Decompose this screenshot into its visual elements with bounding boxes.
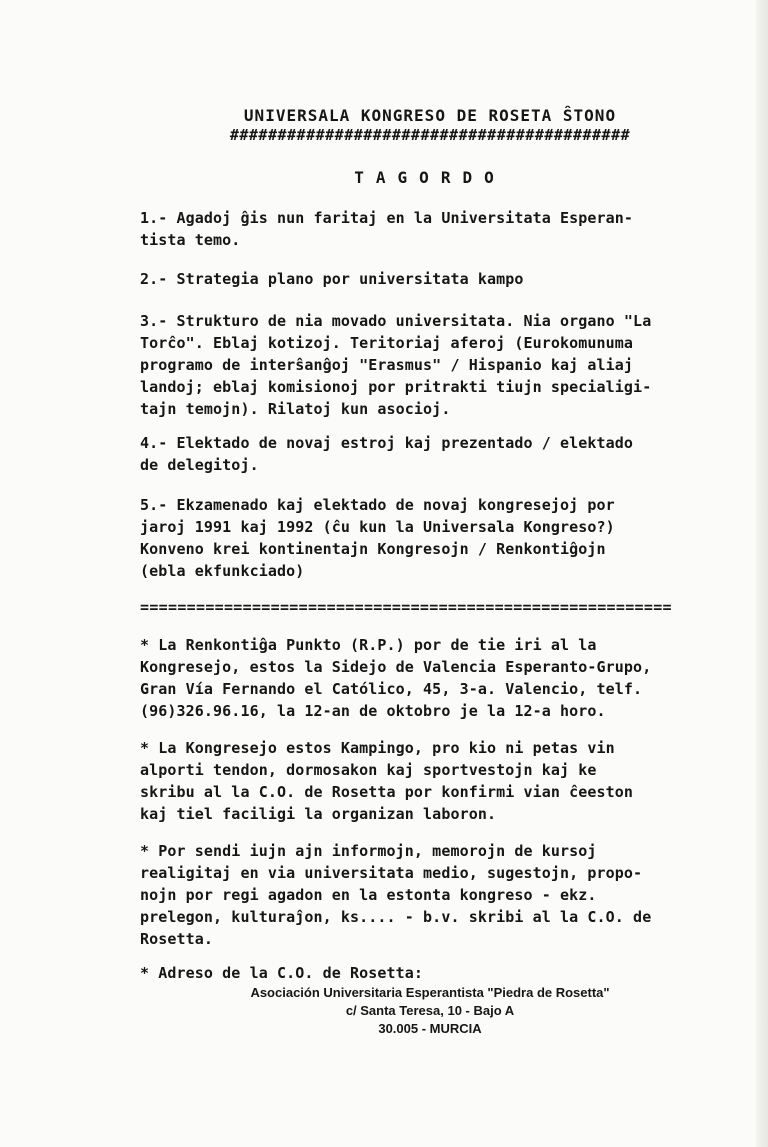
note-text: * Adreso de la C.O. de Rosetta: xyxy=(140,964,424,982)
note-text: * Por sendi iujn ajn informojn, memorojn de kursoj realigitaj en via universitata medio, sugestojn, propo- nojn por regi agadon en la estonta kongreso - ekz. prelegon, kulturaĵon, ks.... - b.v. skribi al la C.O. de Rosetta. xyxy=(140,842,652,948)
agenda-item-text: 5.- Ekzamenado kaj elektado de novaj kongresejoj por jaroj 1991 kaj 1992 (ĉu kun la Universala Kongreso?) Konveno krei kontinentajn Kongresojn / Renkontiĝojn (ebla ekfunkciado) xyxy=(140,496,615,580)
note-text: * La Renkontiĝa Punkto (R.P.) por de tie iri al la Kongresejo, estos la Sidejo de Valencia Esperanto-Grupo, Gran Vía Fernando el Católico, 45, 3-a. Valencio, telf. (96)326.96.16, la 12-an de oktobro je la 12-a horo. xyxy=(140,636,652,720)
section-divider: ========================================================= xyxy=(140,598,672,616)
document-title: UNIVERSALA KONGRESO DE ROSETA ŜTONO xyxy=(243,106,617,125)
agenda-item-text: 1.- Agadoj ĝis nun faritaj en la Universitata Esperan- tista temo. xyxy=(140,209,634,249)
address-line-street: c/ Santa Teresa, 10 - Bajo A xyxy=(345,1003,515,1018)
page-edge-shadow xyxy=(756,0,768,1147)
agenda-item-text: 4.- Elektado de novaj estroj kaj prezentado / elektado de delegitoj. xyxy=(140,434,634,474)
address-line-organization: Asociación Universitaria Esperantista "Piedra de Rosetta" xyxy=(250,985,610,1000)
agenda-item-text: 3.- Strukturo de nia movado universitata. Nia organo "La Torĉo". Eblaj kotizoj. Teritoriaj aferoj (Eurokomunuma programo de interŝanĝoj "Erasmus" / Hispanio kaj aliaj landoj; eblaj komisionoj por pritrakti tiujn specialigi- tajn temojn). Rilatoj kun asocioj. xyxy=(140,312,652,418)
agenda-heading: TAGORDO xyxy=(354,168,506,187)
address-line-city: 30.005 - MURCIA xyxy=(378,1021,482,1036)
agenda-item-3 xyxy=(140,310,720,420)
note-text: * La Kongresejo estos Kampingo, pro kio ni petas vin alporti tendon, dormosakon kaj sportvestojn kaj ke skribu al la C.O. de Rosetta por konfirmi vian ĉeeston kaj tiel faciligi la organizan laboron. xyxy=(140,739,634,823)
agenda-item-4 xyxy=(140,432,720,476)
note-address-label xyxy=(140,962,720,984)
agenda-item-text: 2.- Strategia plano por universitata kampo xyxy=(140,270,524,288)
note-meeting-point xyxy=(140,634,720,722)
note-camping xyxy=(140,737,720,825)
agenda-item-2 xyxy=(140,268,720,290)
title-underline: ########################################## xyxy=(229,126,631,144)
postal-address xyxy=(140,984,720,1038)
note-information xyxy=(140,840,720,950)
agenda-item-1 xyxy=(140,207,720,251)
agenda-item-5 xyxy=(140,494,720,582)
